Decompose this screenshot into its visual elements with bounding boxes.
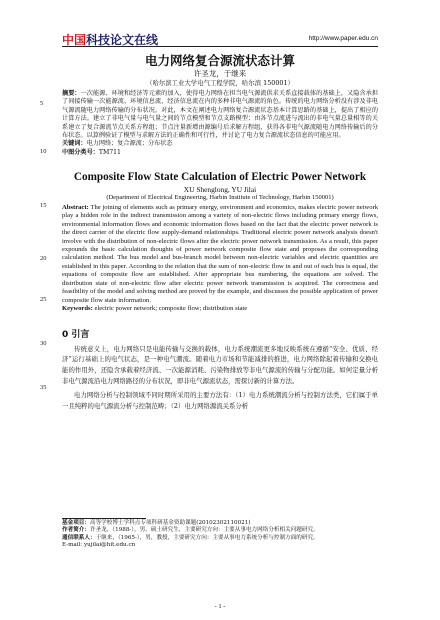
site-url[interactable]: http://www.paper.edu.cn bbox=[308, 35, 378, 42]
header-rule bbox=[62, 46, 378, 47]
line-number: 35 bbox=[40, 384, 47, 391]
english-affiliation: (Department of Electrical Engineering, Harbin Institute of Technology, Harbin 150001) bbox=[106, 194, 334, 202]
footnote-author: 作者简介：许圣龙，（1988-），男，硕士研究生，主要研究方向：主要从事电力网络分析相关问题研究。 bbox=[62, 527, 319, 534]
footnote-email[interactable]: E-mail: yujilai@hit.edu.cn bbox=[62, 542, 136, 549]
footnote-corresponding: 通信联系人：于继来，（1965-），男，教授，主要研究方向：主要从事电力系统分析与控制方面的研究。 bbox=[62, 534, 319, 541]
paper-content bbox=[62, 48, 378, 411]
line-number: 5 bbox=[40, 100, 44, 107]
line-number: 30 bbox=[40, 340, 47, 347]
chinese-keywords: 关键词：电力网络；复合源流；分布状态 bbox=[62, 140, 173, 148]
english-title: Composite Flow State Calculation of Electric Power Network bbox=[73, 171, 367, 184]
body-paragraph: 电力网络分析与控制领域不同时期所采用的主要方法有：（1）电力系统潮流分析与控制方法类，它们属于单一且纯粹的电气源流分析与控制范畴；（2）电力网络源流关系分析 bbox=[62, 390, 378, 410]
line-number: 10 bbox=[40, 148, 47, 155]
footnote-fund: 基金项目：高等学校博士学科点专项科研基金资助课题(20102302110021) bbox=[62, 520, 251, 526]
chinese-title: 电力网络复合源流状态计算 bbox=[144, 53, 295, 68]
site-logo[interactable]: 中国科技论文在线 bbox=[62, 33, 159, 47]
line-number: 15 bbox=[40, 202, 47, 209]
english-keywords: Keywords: electric power network; composite flow; distribution state bbox=[62, 305, 248, 313]
classification-number: 中图分类号：TM711 bbox=[62, 148, 121, 156]
body-paragraph: 传统意义上，电力网络只是电能传输与交换的载体，电力系统潮流更多地反映系统在遵循“安全、优质、经济”运行基础上的电气状态，是一种电气潮流。随着电力市场和节能减排的推进，电力网络除起着传输和交换电能的作用外，还隐含承载着经济流、一次能源消耗、污染物排放等非电气源流的传输与分配功能。如何定量分析非电气源流沿电力网络路径的分布状况，即非电气源流状态，需探讨新的计算方法。 bbox=[62, 344, 378, 386]
chinese-abstract: 摘要：一次能源、环境和经济等元素的加入，使得电力网络在担当电气源流供求关系直接载体的基础上，又隐含承担了间接传输一次能源流、环境信息流、经济信息流在内的多种非电气源流的角色。传统的电力网络分析没有涉及非电气源流随电力网络传输的分布状况。对此，本文在阐述电力网络复合源流状态基本计算思路的基础上，提出了相应的计算方法。建立了非电气量与电气量之间的节点模型和节点支路模型；由各节点流进与流出的非电气量总量相等的关系建立了复合源流节点关系方程组；节点注量新增由源编号后求解方程组，获得各非电气源流随电力网络传输后的分布状态。以算例验证了模型与求解方法的正确性和可行性，并讨论了电力复合源流状态信息的可能应用。 bbox=[62, 90, 378, 140]
line-number: 20 bbox=[40, 255, 47, 262]
english-abstract: Abstract: The joining of elements such as primary energy, environment and economics, makes electric power network play a hidden role in the indirect transmission among a variety of non-electric flows including primary energy flows, environmental information flows and economic information flows based on the fact that the electric power network is the direct carrier of the electric flow supply-demand relationships. Traditional electric power network analysis doesn't involve with the distribution of non-electric flows after the electric power network transmission. As a result, this paper expounds the basic calculation thoughts of power network composite flow state and proposes the corresponding calculation method. The bus model and bus-branch model between non-electric variables and electric quantities are established in this paper. According to the relation that the sum of non-electric flow in and out of each bus is equal, the equations of composite flow are established. After appropriate bus numbering, the equations are solved. The distribution state of non-electric flow after electric power network transmission is acquired. The correctness and feasibility of the model and solving method are proved by the example, and discusses the possible application of power composite flow state information. bbox=[62, 203, 379, 304]
page-number: - 1 - bbox=[214, 603, 226, 610]
chinese-affiliation: （哈尔滨工业大学电气工程学院，哈尔滨 150001） bbox=[146, 79, 294, 87]
page-header bbox=[0, 0, 440, 48]
footnote-rule bbox=[62, 518, 146, 519]
line-number: 25 bbox=[40, 296, 47, 303]
english-authors: XU Shenglong, YU Jilai bbox=[183, 185, 257, 195]
chinese-authors: 许圣龙，于继来 bbox=[193, 69, 247, 78]
footnotes bbox=[62, 520, 378, 550]
section-heading-introduction: 0 引言 bbox=[62, 329, 90, 340]
